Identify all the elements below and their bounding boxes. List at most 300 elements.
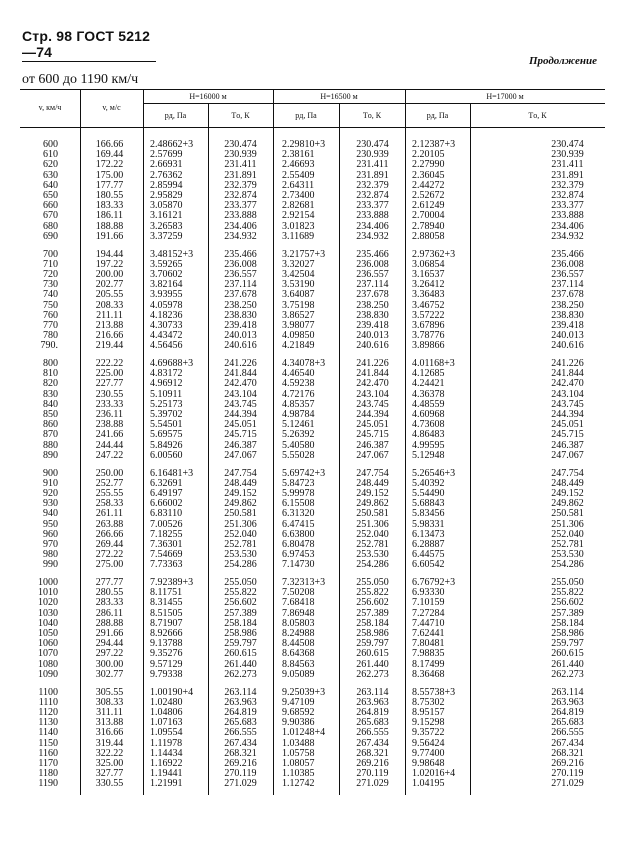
cell-t-17000: 236.008 [551, 258, 584, 270]
cell-t-16000: 241.844 [224, 368, 257, 380]
cell-p-16000: 1.09554 [150, 727, 183, 739]
cell-p-17000: 2.70004 [412, 210, 445, 222]
cell-v-ms: 302.77 [95, 668, 124, 680]
cell-v-kmh: 840 [43, 398, 58, 410]
cell-v-kmh: 860 [43, 419, 58, 431]
cell-v-ms: 233.33 [95, 398, 124, 410]
cell-p-16500: 6.31320 [282, 508, 315, 520]
cell-v-ms: 313.88 [95, 717, 124, 729]
col-header-t2: Tо, К [362, 111, 382, 120]
cell-t-17000: 262.273 [551, 668, 584, 680]
cell-t-16000: 244.394 [224, 409, 257, 420]
cell-t-16500: 258.184 [356, 617, 389, 629]
cell-p-16500: 7.14730 [282, 559, 315, 571]
cell-t-16000: 264.819 [224, 706, 257, 718]
cell-t-16500: 265.683 [356, 717, 389, 729]
cell-t-17000: 245.715 [551, 429, 584, 441]
cell-t-16000: 240.616 [224, 340, 257, 352]
col-header-p2: pд, Па [295, 111, 317, 120]
cell-t-17000: 234.406 [551, 220, 584, 232]
cell-p-16000: 6.49197 [150, 487, 183, 499]
group-header-17000: H=17000 м [486, 92, 524, 101]
cell-p-17000: 5.98331 [412, 518, 445, 530]
cell-t-17000: 241.844 [551, 368, 584, 380]
cell-v-ms: 222.22 [95, 358, 124, 369]
cell-p-17000: 9.98648 [412, 757, 445, 769]
cell-p-16500: 2.82681 [282, 200, 315, 212]
cell-t-17000: 263.963 [551, 696, 584, 708]
cell-p-17000: 3.06854 [412, 258, 445, 270]
cell-v-ms: 294.44 [95, 638, 124, 650]
cell-t-16500: 261.440 [356, 658, 389, 670]
cell-v-ms: 200.00 [95, 268, 124, 280]
cell-v-ms: 283.33 [95, 597, 124, 609]
cell-p-16000: 2.76362 [150, 169, 183, 181]
cell-v-ms: 169.44 [95, 149, 124, 161]
cell-p-16000: 3.59265 [150, 258, 183, 270]
cell-t-16500: 271.029 [356, 778, 389, 790]
cell-t-16000: 242.470 [224, 378, 257, 390]
cell-v-ms: 291.66 [95, 628, 124, 639]
cell-t-16000: 258.184 [224, 617, 257, 629]
cell-v-kmh: 780 [43, 330, 58, 342]
cell-v-ms: 180.55 [95, 190, 124, 201]
cell-p-16500: 2.73400 [282, 190, 315, 201]
cell-p-17000: 9.35722 [412, 727, 445, 739]
cell-v-kmh: 640 [43, 179, 58, 191]
cell-v-ms: 288.88 [95, 617, 124, 629]
cell-p-16500: 3.21757+3 [282, 248, 326, 260]
cell-t-16500: 245.051 [356, 419, 389, 431]
cell-v-kmh: 1100 [38, 686, 58, 698]
cell-t-17000: 249.152 [551, 487, 584, 499]
cell-t-17000: 252.040 [551, 528, 584, 540]
cell-t-16000: 247.754 [224, 467, 257, 479]
cell-p-17000: 3.16537 [412, 268, 445, 280]
cell-v-ms: 305.55 [95, 686, 124, 698]
cell-t-16000: 234.932 [224, 230, 257, 242]
cell-t-16000: 233.888 [224, 210, 257, 222]
page-title: Стр. 98 ГОСТ 5212—74 [22, 28, 156, 62]
cell-p-16000: 1.11978 [150, 737, 183, 749]
cell-p-16500: 8.84563 [282, 658, 315, 670]
cell-p-17000: 5.68843 [412, 498, 445, 510]
cell-p-16500: 2.38161 [282, 149, 315, 161]
column-rule [273, 89, 274, 795]
cell-t-16500: 242.470 [356, 378, 389, 390]
cell-p-16000: 5.69575 [150, 429, 183, 441]
cell-p-16500: 4.59238 [282, 378, 315, 390]
cell-t-16000: 266.555 [224, 727, 257, 739]
column-rule [80, 89, 81, 795]
cell-t-16000: 238.250 [224, 299, 257, 311]
cell-p-16000: 2.85994 [150, 179, 183, 191]
cell-v-kmh: 600 [43, 139, 58, 150]
cell-p-16000: 8.11751 [150, 587, 183, 599]
cell-p-16000: 7.36301 [150, 538, 183, 550]
cell-t-16000: 250.581 [224, 508, 257, 520]
cell-v-kmh: 1190 [38, 778, 58, 790]
cell-v-kmh: 1080 [38, 658, 58, 670]
cell-v-kmh: 890 [43, 449, 58, 461]
cell-t-16000: 233.377 [224, 200, 257, 212]
cell-t-16000: 255.050 [224, 577, 257, 588]
subheader-rule [143, 103, 605, 104]
col-header-t1: Tо, К [231, 111, 250, 120]
cell-t-17000: 237.678 [551, 289, 584, 301]
cell-t-17000: 238.830 [551, 309, 584, 321]
cell-p-16500: 2.92154 [282, 210, 315, 222]
cell-p-17000: 3.57222 [412, 309, 445, 321]
cell-t-16500: 239.418 [356, 319, 389, 331]
cell-t-17000: 254.286 [551, 559, 584, 571]
cell-p-16000: 6.16481+3 [150, 467, 194, 479]
cell-p-17000: 4.01168+3 [412, 358, 455, 369]
cell-t-16500: 266.555 [356, 727, 389, 739]
cell-t-16000: 270.119 [224, 768, 257, 780]
cell-t-17000: 269.216 [551, 757, 584, 769]
cell-p-16500: 6.47415 [282, 518, 315, 530]
cell-v-kmh: 1030 [38, 607, 58, 619]
cell-t-16000: 262.273 [224, 668, 257, 680]
cell-v-ms: 191.66 [95, 230, 124, 242]
cell-p-16000: 3.26583 [150, 220, 183, 232]
cell-t-16500: 250.581 [356, 508, 389, 520]
cell-t-16000: 231.891 [224, 169, 257, 181]
cell-p-17000: 2.61249 [412, 200, 445, 212]
cell-t-16500: 236.008 [356, 258, 389, 270]
cell-p-17000: 4.73608 [412, 419, 445, 431]
cell-t-16500: 243.745 [356, 398, 389, 410]
cell-t-16500: 241.844 [356, 368, 389, 380]
cell-p-17000: 4.24421 [412, 378, 445, 390]
cell-p-16500: 7.86948 [282, 607, 315, 619]
cell-t-16500: 267.434 [356, 737, 389, 749]
cell-t-17000: 232.379 [551, 179, 584, 191]
cell-t-16500: 260.615 [356, 648, 389, 660]
cell-v-ms: 263.88 [95, 518, 124, 530]
cell-p-17000: 2.44272 [412, 179, 445, 191]
cell-v-kmh: 1070 [38, 648, 58, 660]
cell-v-ms: 188.88 [95, 220, 124, 232]
cell-p-17000: 2.97362+3 [412, 248, 456, 260]
cell-p-16500: 2.46693 [282, 159, 315, 171]
group-header-16000: H=16000 м [189, 92, 227, 101]
cell-p-16000: 3.48152+3 [150, 248, 194, 260]
cell-t-16500: 247.754 [356, 467, 389, 479]
cell-p-17000: 2.78940 [412, 220, 445, 232]
cell-t-17000: 264.819 [551, 706, 584, 718]
cell-p-16500: 4.72176 [282, 388, 315, 400]
cell-v-kmh: 1090 [38, 668, 58, 680]
cell-p-16500: 8.64368 [282, 648, 315, 660]
cell-t-17000: 246.387 [551, 439, 584, 451]
cell-p-16500: 3.53190 [282, 279, 315, 291]
cell-t-17000: 268.321 [551, 747, 584, 759]
cell-p-16500: 3.86527 [282, 309, 315, 321]
cell-v-ms: 258.33 [95, 498, 124, 510]
cell-p-16500: 5.84723 [282, 477, 315, 489]
col-header-p1: pд, Па [164, 111, 187, 120]
cell-v-ms: 202.77 [95, 279, 124, 291]
cell-t-16500: 244.394 [356, 409, 389, 420]
cell-t-17000: 267.434 [551, 737, 584, 749]
cell-p-17000: 9.56424 [412, 737, 445, 749]
cell-v-ms: 211.11 [96, 309, 123, 321]
cell-v-kmh: 960 [43, 528, 58, 540]
cell-t-16000: 249.152 [224, 487, 257, 499]
cell-v-ms: 286.11 [95, 607, 124, 619]
cell-t-16000: 271.029 [224, 778, 257, 790]
cell-p-16000: 8.71907 [150, 617, 183, 629]
speed-range-caption: от 600 до 1190 км/ч [22, 72, 139, 87]
cell-p-16500: 7.32313+3 [282, 577, 326, 588]
cell-v-kmh: 710 [43, 258, 58, 270]
cell-v-ms: 225.00 [95, 368, 124, 380]
cell-t-16500: 246.387 [356, 439, 389, 451]
cell-p-17000: 4.86483 [412, 429, 445, 441]
cell-t-16500: 230.474 [356, 139, 389, 150]
cell-p-16500: 6.97453 [282, 549, 315, 561]
cell-p-16000: 6.00560 [150, 449, 183, 461]
cell-v-ms: 330.55 [95, 778, 124, 790]
cell-t-16500: 236.557 [356, 268, 389, 280]
cell-p-16500: 2.29810+3 [282, 139, 326, 150]
cell-p-16000: 4.83172 [150, 368, 183, 380]
cell-v-ms: 297.22 [95, 648, 124, 660]
cell-v-ms: 166.66 [95, 139, 124, 150]
cell-v-kmh: 1010 [38, 587, 58, 599]
cell-v-kmh: 730 [43, 279, 58, 291]
cell-t-16000: 240.013 [224, 330, 257, 342]
cell-p-16000: 3.05870 [150, 200, 183, 212]
cell-v-kmh: 870 [43, 429, 58, 441]
cell-p-16000: 1.04806 [150, 706, 183, 718]
cell-p-17000: 5.12948 [412, 449, 445, 461]
cell-v-ms: 266.66 [95, 528, 124, 540]
cell-v-kmh: 720 [43, 268, 58, 280]
cell-p-16000: 3.93955 [150, 289, 183, 301]
cell-v-kmh: 760 [43, 309, 58, 321]
cell-t-16500: 263.963 [356, 696, 389, 708]
cell-t-17000: 253.530 [551, 549, 584, 561]
cell-p-16500: 5.69742+3 [282, 467, 326, 479]
cell-p-16000: 7.00526 [150, 518, 183, 530]
cell-v-ms: 194.44 [95, 248, 124, 260]
cell-p-17000: 8.75302 [412, 696, 445, 708]
col-header-v-ms: v, м/с [102, 103, 121, 112]
cell-v-kmh: 1110 [38, 696, 58, 708]
cell-p-16000: 8.31455 [150, 597, 183, 609]
cell-p-16500: 5.99978 [282, 487, 315, 499]
cell-t-16000: 232.379 [224, 179, 257, 191]
cell-t-16500: 252.040 [356, 528, 389, 540]
cell-p-16000: 1.16922 [150, 757, 183, 769]
cell-v-kmh: 830 [43, 388, 58, 400]
cell-p-16500: 6.15508 [282, 498, 315, 510]
cell-t-16500: 245.715 [356, 429, 389, 441]
cell-p-17000: 2.12387+3 [412, 139, 456, 150]
cell-t-16500: 234.932 [356, 230, 389, 242]
cell-p-17000: 9.15298 [412, 717, 445, 729]
header-bottom-rule [20, 127, 605, 128]
cell-t-17000: 238.250 [551, 299, 584, 311]
cell-t-16000: 230.939 [224, 149, 257, 161]
cell-p-16000: 4.96912 [150, 378, 183, 390]
cell-t-16500: 241.226 [356, 358, 389, 369]
cell-p-17000: 8.36468 [412, 668, 445, 680]
cell-p-16000: 9.13788 [150, 638, 183, 650]
cell-t-16500: 257.389 [356, 607, 389, 619]
cell-p-17000: 2.27990 [412, 159, 445, 171]
cell-t-16000: 259.797 [224, 638, 257, 650]
cell-t-16500: 249.152 [356, 487, 389, 499]
cell-p-16000: 1.02480 [150, 696, 183, 708]
cell-p-17000: 6.13473 [412, 528, 445, 540]
cell-p-16500: 1.03488 [282, 737, 315, 749]
cell-t-16500: 254.286 [356, 559, 389, 571]
cell-v-kmh: 790. [40, 340, 58, 352]
cell-p-16000: 1.14434 [150, 747, 183, 759]
cell-p-16000: 7.18255 [150, 528, 183, 540]
cell-t-16000: 260.615 [224, 648, 257, 660]
cell-p-17000: 3.67896 [412, 319, 445, 331]
cell-p-16000: 6.66002 [150, 498, 183, 510]
cell-t-17000: 232.874 [551, 190, 584, 201]
cell-t-16000: 238.830 [224, 309, 257, 321]
cell-v-kmh: 1150 [38, 737, 58, 749]
cell-v-ms: 205.55 [95, 289, 124, 301]
cell-p-17000: 2.52672 [412, 190, 445, 201]
cell-v-ms: 236.11 [95, 409, 124, 420]
cell-p-16500: 9.90386 [282, 717, 315, 729]
cell-v-ms: 197.22 [95, 258, 124, 270]
cell-p-16500: 6.63800 [282, 528, 315, 540]
cell-t-17000: 270.119 [551, 768, 584, 780]
cell-t-16000: 261.440 [224, 658, 257, 670]
cell-v-kmh: 680 [43, 220, 58, 232]
cell-t-16500: 251.306 [356, 518, 389, 530]
cell-t-16000: 269.216 [224, 757, 257, 769]
cell-t-16500: 252.781 [356, 538, 389, 550]
cell-p-16000: 1.07163 [150, 717, 183, 729]
cell-v-ms: 238.88 [95, 419, 124, 431]
cell-v-kmh: 820 [43, 378, 58, 390]
cell-p-17000: 3.89866 [412, 340, 445, 352]
cell-p-17000: 7.80481 [412, 638, 445, 650]
cell-p-16000: 3.37259 [150, 230, 183, 242]
cell-t-17000: 233.888 [551, 210, 584, 222]
cell-t-16000: 267.434 [224, 737, 257, 749]
cell-t-17000: 243.745 [551, 398, 584, 410]
cell-v-ms: 230.55 [95, 388, 124, 400]
cell-t-16500: 249.862 [356, 498, 389, 510]
cell-t-16000: 241.226 [224, 358, 257, 369]
cell-t-16500: 255.050 [356, 577, 389, 588]
cell-v-kmh: 650 [43, 190, 58, 201]
cell-t-16000: 251.306 [224, 518, 257, 530]
cell-p-16000: 5.54501 [150, 419, 183, 431]
cell-t-17000: 239.418 [551, 319, 584, 331]
cell-t-16000: 231.411 [224, 159, 257, 171]
continuation-label: Продолжение [528, 55, 597, 67]
cell-v-kmh: 660 [43, 200, 58, 212]
cell-p-16000: 3.70602 [150, 268, 183, 280]
cell-p-16500: 8.24988 [282, 628, 315, 639]
cell-p-16500: 7.68418 [282, 597, 315, 609]
cell-p-17000: 5.26546+3 [412, 467, 456, 479]
cell-t-16500: 240.616 [356, 340, 389, 352]
cell-p-16500: 3.01823 [282, 220, 315, 232]
cell-t-17000: 255.050 [551, 577, 584, 588]
cell-p-17000: 3.46752 [412, 299, 445, 311]
cell-t-16000: 234.406 [224, 220, 257, 232]
cell-t-16500: 234.406 [356, 220, 389, 232]
cell-p-16000: 4.05978 [150, 299, 183, 311]
cell-t-16500: 264.819 [356, 706, 389, 718]
cell-v-kmh: 920 [43, 487, 58, 499]
cell-t-17000: 263.114 [551, 686, 584, 698]
cell-t-16000: 246.387 [224, 439, 257, 451]
cell-v-kmh: 800 [43, 358, 58, 369]
cell-v-kmh: 1020 [38, 597, 58, 609]
cell-t-17000: 250.581 [551, 508, 584, 520]
cell-v-ms: 183.33 [95, 200, 124, 212]
cell-p-16500: 8.44508 [282, 638, 315, 650]
cell-t-17000: 234.932 [551, 230, 584, 242]
group-header-16500: H=16500 м [320, 92, 358, 101]
cell-v-kmh: 950 [43, 518, 58, 530]
cell-v-kmh: 850 [43, 409, 58, 420]
cell-t-17000: 259.797 [551, 638, 584, 650]
cell-t-16000: 237.678 [224, 289, 257, 301]
cell-p-17000: 7.27284 [412, 607, 445, 619]
cell-v-ms: 322.22 [95, 747, 124, 759]
cell-v-kmh: 740 [43, 289, 58, 301]
cell-p-16000: 5.25173 [150, 398, 183, 410]
cell-v-ms: 277.77 [95, 577, 124, 588]
cell-p-16000: 9.79338 [150, 668, 183, 680]
cell-p-16500: 2.64311 [282, 179, 315, 191]
cell-t-17000: 252.781 [551, 538, 584, 550]
cell-v-kmh: 940 [43, 508, 58, 520]
cell-p-16000: 2.48662+3 [150, 139, 194, 150]
cell-p-16500: 9.05089 [282, 668, 315, 680]
cell-v-ms: 227.77 [95, 378, 124, 390]
cell-t-16000: 236.557 [224, 268, 257, 280]
cell-t-16000: 253.530 [224, 549, 257, 561]
cell-v-kmh: 880 [43, 439, 58, 451]
cell-v-ms: 186.11 [95, 210, 124, 222]
cell-v-kmh: 1160 [38, 747, 58, 759]
cell-v-ms: 316.66 [95, 727, 124, 739]
cell-t-16000: 237.114 [224, 279, 257, 291]
cell-v-kmh: 630 [43, 169, 58, 181]
cell-p-16000: 5.84926 [150, 439, 183, 451]
cell-t-16000: 230.474 [224, 139, 257, 150]
cell-v-kmh: 610 [43, 149, 58, 161]
cell-v-kmh: 930 [43, 498, 58, 510]
cell-v-kmh: 670 [43, 210, 58, 222]
cell-p-16500: 9.68592 [282, 706, 315, 718]
cell-t-16000: 258.986 [224, 628, 257, 639]
column-rule [143, 89, 144, 795]
cell-t-16500: 232.379 [356, 179, 389, 191]
col-header-v-kmh: v, км/ч [38, 103, 62, 112]
cell-p-17000: 8.17499 [412, 658, 445, 670]
cell-p-16500: 5.55028 [282, 449, 315, 461]
cell-t-16000: 232.874 [224, 190, 257, 201]
